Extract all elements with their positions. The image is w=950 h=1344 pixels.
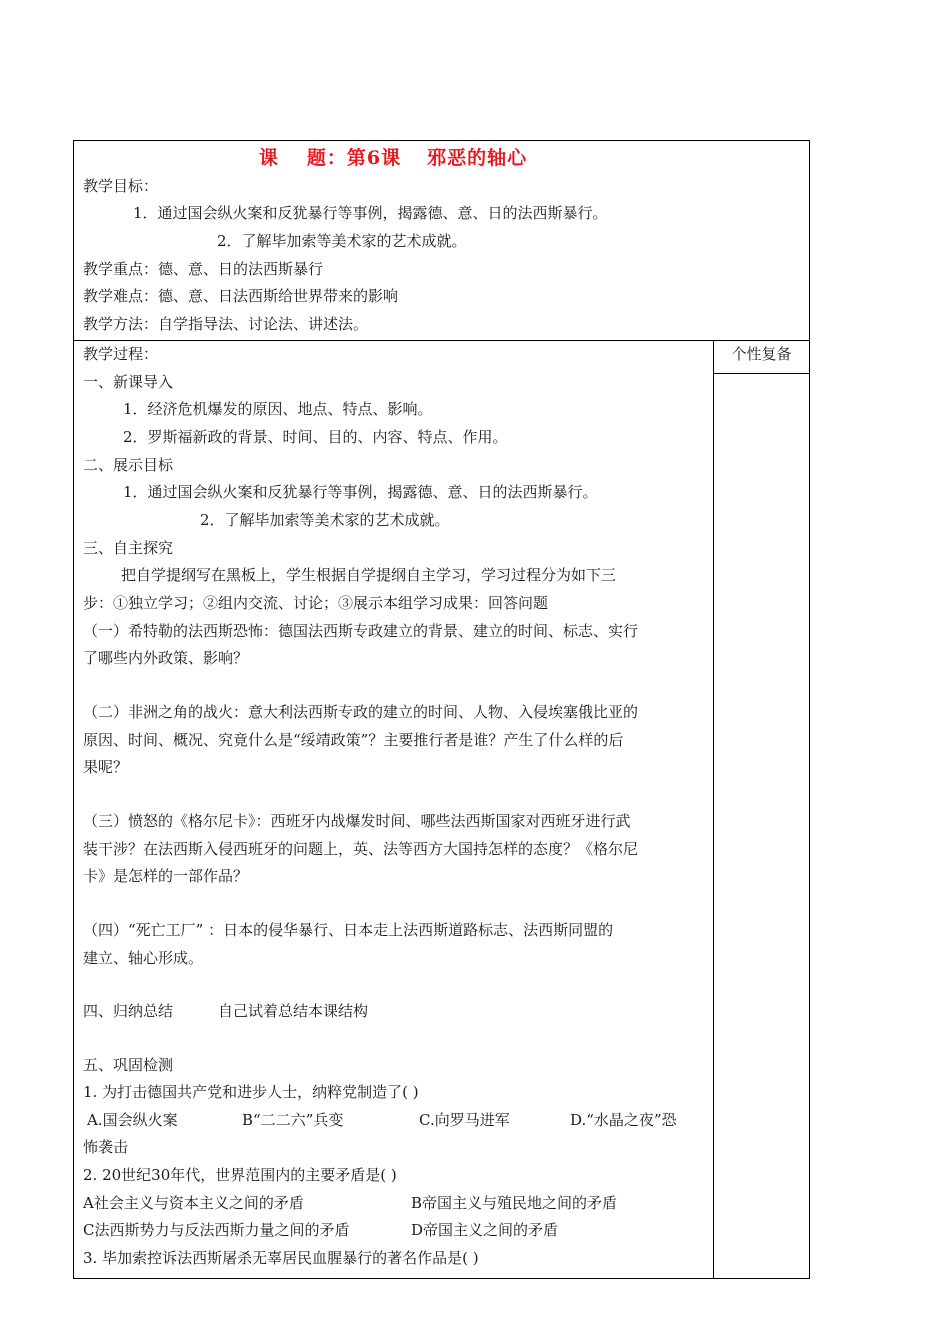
option-b: B帝国主义与殖民地之间的矛盾 xyxy=(411,1194,618,1212)
option-a: A.国会纵火案 xyxy=(87,1111,178,1129)
side-notes-header: 个性复备 xyxy=(731,345,792,363)
question-4-line: （四）“死亡工厂” ：日本的侵华暴行、日本走上法西斯道路标志、法西斯同盟的 xyxy=(83,921,614,939)
option-a: A社会主义与资本主义之间的矛盾 xyxy=(83,1194,304,1212)
difficulties: 教学难点：德、意、日法西斯给世界带来的影响 xyxy=(83,287,399,305)
lesson-title: 课 题：第6课 邪恶的轴心 xyxy=(258,147,528,169)
option-b: B“二二六”兵变 xyxy=(242,1111,344,1129)
section-2-item-1: 1．通过国会纵火案和反犹暴行等事例，揭露德、意、日的法西斯暴行。 xyxy=(123,483,598,501)
section-2-heading: 二、展示目标 xyxy=(83,456,174,474)
table-divider xyxy=(73,340,810,341)
option-c: C.向罗马进军 xyxy=(419,1111,510,1129)
question-3-line: （三）愤怒的《格尔尼卡》：西班牙内战爆发时间、哪些法西斯国家对西班牙进行武 xyxy=(83,812,631,830)
methods: 教学方法：自学指导法、讨论法、讲述法。 xyxy=(83,315,369,333)
question-2-line: 果呢？ xyxy=(83,758,129,776)
goals-label: 教学目标： xyxy=(83,177,159,195)
section-4-heading: 四、归纳总结 xyxy=(83,1002,174,1020)
section-1-item-2: 2．罗斯福新政的背景、时间、目的、内容、特点、作用。 xyxy=(123,428,508,446)
test-question-2: 2. 20世纪30年代，世界范围内的主要矛盾是( ) xyxy=(83,1166,397,1184)
section-1-heading: 一、新课导入 xyxy=(83,373,174,391)
goal-2: 2．了解毕加索等美术家的艺术成就。 xyxy=(217,232,467,250)
question-4-line: 建立、轴心形成。 xyxy=(83,949,204,967)
question-2-line: （二）非洲之角的战火：意大利法西斯专政的建立的时间、人物、入侵埃塞俄比亚的 xyxy=(83,703,639,721)
test-question-3: 3. 毕加索控诉法西斯屠杀无辜居民血腥暴行的著名作品是( ) xyxy=(83,1249,479,1267)
option-d: D帝国主义之间的矛盾 xyxy=(411,1221,559,1239)
question-1-line: 了哪些内外政策、影响？ xyxy=(83,649,249,667)
section-1-item-1: 1．经济危机爆发的原因、地点、特点、影响。 xyxy=(123,400,433,418)
section-3-heading: 三、自主探究 xyxy=(83,539,174,557)
key-points: 教学重点：德、意、日的法西斯暴行 xyxy=(83,260,324,278)
question-1-line: （一）希特勒的法西斯恐怖：德国法西斯专政建立的背景、建立的时间、标志、实行 xyxy=(83,622,639,640)
question-3-line: 卡》是怎样的一部作品？ xyxy=(83,867,249,885)
paragraph-line: 把自学提纲写在黑板上，学生根据自学提纲自主学习，学习过程分为如下三 xyxy=(121,566,617,584)
process-label: 教学过程： xyxy=(83,345,159,363)
column-divider xyxy=(713,340,714,1279)
section-2-item-2: 2．了解毕加索等美术家的艺术成就。 xyxy=(200,511,450,529)
option-c: C法西斯势力与反法西斯力量之间的矛盾 xyxy=(83,1221,350,1239)
question-2-line: 原因、时间、概况、究竟什么是“绥靖政策”？主要推行者是谁？产生了什么样的后 xyxy=(83,731,624,749)
goal-1: 1．通过国会纵火案和反犹暴行等事例，揭露德、意、日的法西斯暴行。 xyxy=(133,204,608,222)
question-3-line: 装干涉？在法西斯入侵西班牙的问题上，英、法等西方大国持怎样的态度？《格尔尼 xyxy=(83,840,639,858)
test-question-1: 1. 为打击德国共产党和进步人士，纳粹党制造了( ) xyxy=(83,1083,419,1101)
side-header-divider xyxy=(713,373,810,374)
option-d: D.“水晶之夜”恐 xyxy=(570,1111,677,1129)
section-4-text: 自己试着总结本课结构 xyxy=(218,1002,369,1020)
option-d-continued: 怖袭击 xyxy=(83,1138,129,1156)
paragraph-line: 步：①独立学习；②组内交流、讨论；③展示本组学习成果：回答问题 xyxy=(83,594,549,612)
section-5-heading: 五、巩固检测 xyxy=(83,1056,174,1074)
